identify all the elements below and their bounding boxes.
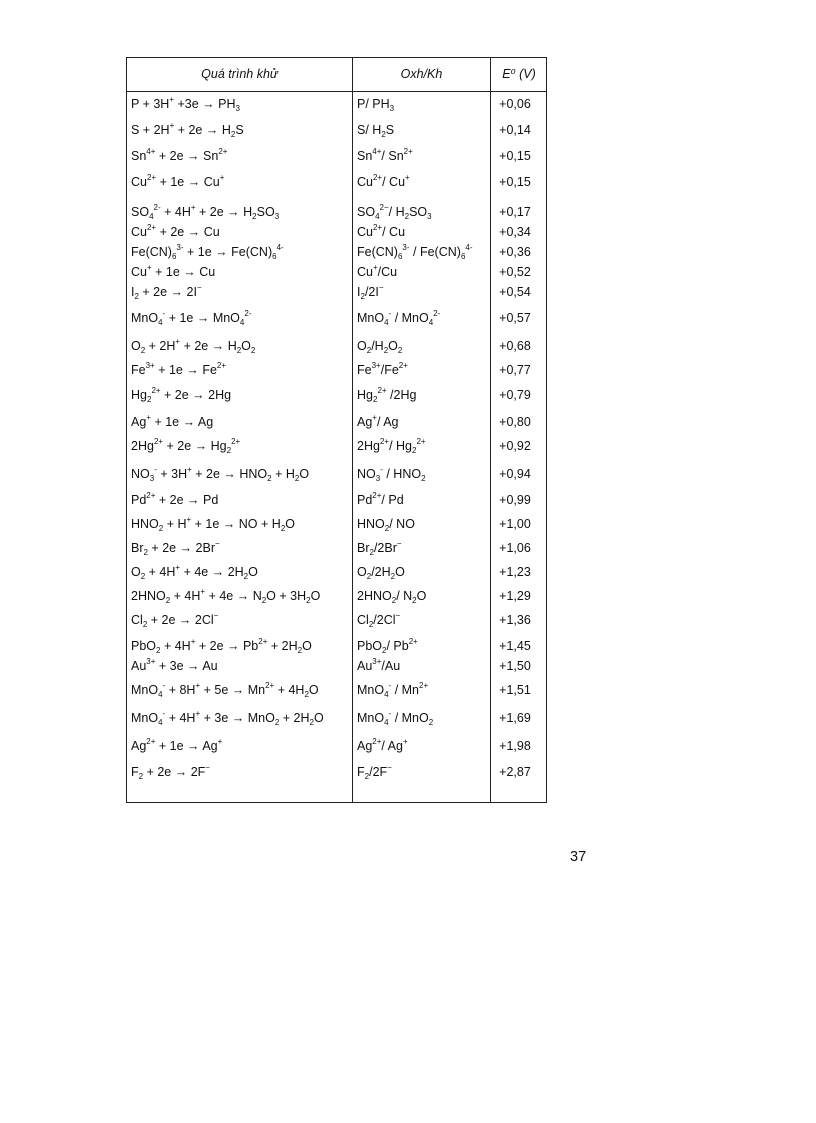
potential-cell: +0,92 xyxy=(499,439,531,453)
table-row xyxy=(127,171,546,193)
table-row xyxy=(127,561,546,583)
reduction-potential-table xyxy=(126,57,547,803)
redox-couple-cell: $F_2/2F^-$ xyxy=(357,763,392,781)
potential-cell: +1,50 xyxy=(499,659,531,673)
potential-cell: +0,99 xyxy=(499,493,531,507)
reaction-cell: MnO$_4$- + 1e → MnO$_4^{2-}$ xyxy=(131,309,252,327)
reaction-cell: $Hg_2^{2+} + 2e \to 2Hg$ xyxy=(131,386,232,404)
redox-couple-cell: $Br_2/2Br^-$ xyxy=(357,539,402,557)
potential-cell: +0,14 xyxy=(499,123,531,137)
table-row xyxy=(127,201,546,223)
potential-cell: +0,17 xyxy=(499,205,531,219)
reaction-cell: $NO_3^- + 3H^+ + 2e \to HNO_2 + H_2O$ xyxy=(131,465,310,483)
reaction-cell: $Au^{3+} + 3e \to Au$ xyxy=(131,657,218,673)
potential-cell: +1,23 xyxy=(499,565,531,579)
table-row xyxy=(127,435,546,457)
redox-couple-cell: $Pd^{2+}/$ Pd xyxy=(357,491,404,507)
table-row xyxy=(127,679,546,701)
redox-couple-cell: $Cu^{2+}/$ Cu xyxy=(357,223,406,239)
potential-cell: +0,36 xyxy=(499,245,531,259)
table-row xyxy=(127,335,546,357)
table-row xyxy=(127,221,546,243)
redox-couple-cell: $Cl_2/2Cl^-$ xyxy=(357,611,401,629)
table-row xyxy=(127,384,546,406)
header-divider xyxy=(127,91,546,92)
table-row xyxy=(127,241,546,263)
reaction-cell: $SO_4^{2-} + 4H^+ + 2e \to H_2SO_3$ xyxy=(131,203,280,221)
table-row xyxy=(127,761,546,783)
table-row xyxy=(127,735,546,757)
potential-cell: +0,57 xyxy=(499,311,531,325)
table-row xyxy=(127,281,546,303)
table-row xyxy=(127,359,546,381)
reaction-cell: $F_2 + 2e \to 2F^-$ xyxy=(131,763,210,781)
reaction-cell: Ag+ + 1e → Ag xyxy=(131,413,214,429)
potential-cell: +1,06 xyxy=(499,541,531,555)
potential-cell: +0,52 xyxy=(499,265,531,279)
redox-couple-cell: MnO$_4$- / MnO$_2$ xyxy=(357,709,434,727)
reaction-cell: $Sn^{4+} + 2e \to Sn^{2+}$ xyxy=(131,147,228,163)
potential-cell: +0,77 xyxy=(499,363,531,377)
reaction-cell: $Cu^{2+} + 1e \to Cu^+$ xyxy=(131,173,225,189)
redox-couple-cell: $NO_3^- / HNO_2$ xyxy=(357,465,426,483)
reaction-cell: $2Hg^{2+} + 2e \to Hg_2^{2+}$ xyxy=(131,437,241,455)
potential-cell: +0,06 xyxy=(499,97,531,111)
redox-couple-cell: Cu+/Cu xyxy=(357,263,398,279)
reaction-cell: $Pd^{2+} + 2e \to Pd$ xyxy=(131,491,219,507)
potential-cell: +1,69 xyxy=(499,711,531,725)
table-row xyxy=(127,707,546,729)
potential-cell: +1,29 xyxy=(499,589,531,603)
redox-couple-cell: MnO$_4$- / MnO$_4^{2-}$ xyxy=(357,309,441,327)
page-number: 37 xyxy=(570,849,587,865)
redox-couple-cell: S/ $H_2S$ xyxy=(357,123,395,139)
reaction-cell: $2HNO_2 + 4H^+ + 4e \to N_2O + 3H_2O$ xyxy=(131,587,321,605)
reaction-cell: $MnO_4^- + 8H^+ + 5e \to Mn^{2+} + 4H_2O$ xyxy=(131,681,319,699)
redox-couple-cell: $Cu^{2+}/$ Cu+ xyxy=(357,173,410,189)
table-row xyxy=(127,93,546,115)
table-row xyxy=(127,145,546,167)
reaction-cell: $HNO_2 + H^+ + 1e$ → NO + $H_2O$ xyxy=(131,515,295,533)
potential-cell: +1,51 xyxy=(499,683,531,697)
reaction-cell: $PbO_2 + 4H^+ + 2e \to Pb^{2+} + 2H_2O$ xyxy=(131,637,312,655)
redox-couple-cell: $SO_4^{2-}/$ $H_2SO_3$ xyxy=(357,203,432,221)
table-row xyxy=(127,655,546,677)
table-row xyxy=(127,513,546,535)
reaction-cell: $Ag^{2+} + 1e \to Ag^+$ xyxy=(131,737,223,753)
potential-cell: +0,80 xyxy=(499,415,531,429)
redox-couple-cell: $HNO_2/$ NO xyxy=(357,517,415,533)
table-row xyxy=(127,307,546,329)
table-row xyxy=(127,261,546,283)
potential-cell: +0,34 xyxy=(499,225,531,239)
redox-couple-cell: $Ag^{2+}/$ Ag+ xyxy=(357,737,408,753)
reaction-cell: $P + 3H^+ +3e \to PH_3$ xyxy=(131,95,240,113)
potential-cell: +0,68 xyxy=(499,339,531,353)
redox-couple-cell: $Au^{3+}/Au$ xyxy=(357,657,401,673)
reaction-cell: $Br_2 + 2e \to 2Br^-$ xyxy=(131,539,220,557)
table-row xyxy=(127,585,546,607)
redox-couple-cell: $2HNO_2/$ $N_2O$ xyxy=(357,589,427,605)
potential-cell: +0,79 xyxy=(499,388,531,402)
redox-couple-cell: $Hg_2^{2+}$ /2Hg xyxy=(357,386,417,404)
reaction-cell: $Cu^{2+} + 2e \to Cu$ xyxy=(131,223,220,239)
redox-couple-cell: $Fe(CN)_6^{3-} / Fe(CN)_6^{4-}$ xyxy=(357,243,473,261)
reaction-cell: $Cl_2 + 2e \to 2Cl^-$ xyxy=(131,611,219,629)
potential-cell: +1,45 xyxy=(499,639,531,653)
table-row xyxy=(127,635,546,657)
reaction-cell: $O_2 + 4H^+ + 4e \to 2H_2O$ xyxy=(131,563,258,581)
table-row xyxy=(127,609,546,631)
redox-couple-cell: $O_2/H_2O_2$ xyxy=(357,339,403,355)
redox-couple-cell: $O_2/2H_2O$ xyxy=(357,565,405,581)
reaction-cell: $Fe^{3+} + 1e \to Fe^{2+}$ xyxy=(131,361,227,377)
redox-couple-cell: P/ $PH_3$ xyxy=(357,97,395,113)
potential-cell: +1,00 xyxy=(499,517,531,531)
header-couple: Oxh/Kh xyxy=(400,67,443,81)
header-potential: E⁰ (V) xyxy=(502,67,536,81)
potential-cell: +0,15 xyxy=(499,149,531,163)
redox-couple-cell: $I_2/2I^-$ xyxy=(357,283,384,301)
potential-cell: +0,94 xyxy=(499,467,531,481)
redox-couple-cell: $MnO_4^- / Mn^{2+}$ xyxy=(357,681,429,699)
table-row xyxy=(127,537,546,559)
reaction-cell: $O_2 + 2H^+ + 2e \to H_2O_2$ xyxy=(131,337,256,355)
potential-cell: +1,98 xyxy=(499,739,531,753)
reaction-cell: $Fe(CN)_6^{3-} + 1e \to Fe(CN)_6^{4-}$ xyxy=(131,243,284,261)
redox-couple-cell: PbO$_2$/ $Pb^{2+}$ xyxy=(357,637,418,655)
table-row xyxy=(127,411,546,433)
reaction-cell: $I_2 + 2e \to 2I^-$ xyxy=(131,283,202,301)
redox-couple-cell: $Sn^{4+}/$ $Sn^{2+}$ xyxy=(357,147,413,163)
table-row xyxy=(127,119,546,141)
potential-cell: +1,36 xyxy=(499,613,531,627)
table-row xyxy=(127,463,546,485)
reaction-cell: $S + 2H^+ + 2e \to H_2S$ xyxy=(131,121,244,139)
redox-couple-cell: $Fe^{3+}/Fe^{2+}$ xyxy=(357,361,408,377)
potential-cell: +0,54 xyxy=(499,285,531,299)
header-reaction: Quá trình khử xyxy=(201,67,278,81)
table-row xyxy=(127,489,546,511)
potential-cell: +0,15 xyxy=(499,175,531,189)
redox-couple-cell: $2Hg^{2+}/$ $Hg_2^{2+}$ xyxy=(357,437,426,455)
reaction-cell: Cu+ + 1e → Cu xyxy=(131,263,216,279)
redox-couple-cell: Ag+/ Ag xyxy=(357,413,399,429)
potential-cell: +2,87 xyxy=(499,765,531,779)
reaction-cell: $MnO_4^- + 4H^+ + 3e \to MnO_2 + 2H_2O$ xyxy=(131,709,324,727)
